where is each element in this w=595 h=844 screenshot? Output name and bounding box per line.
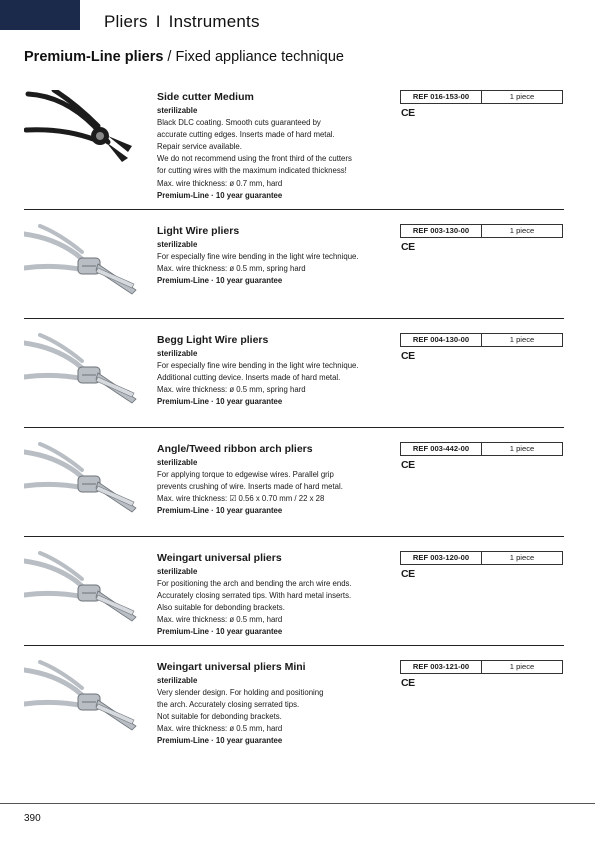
ref-box xyxy=(400,442,563,456)
product-name: Weingart universal pliers Mini xyxy=(157,661,306,673)
product-description-line: Max. wire thickness: ø 0.5 mm, hard xyxy=(157,615,283,625)
product-name: Side cutter Medium xyxy=(157,91,254,103)
ref-number: REF 003-121-00 xyxy=(401,661,482,673)
product-info xyxy=(157,660,397,748)
product-guarantee: Premium-Line · 10 year guarantee xyxy=(157,506,283,516)
section-title-rest: / Fixed appliance technique xyxy=(163,49,344,65)
product-description-line: Max. wire thickness: ø 0.5 mm, hard xyxy=(157,724,283,734)
ce-mark-icon: CE xyxy=(401,459,415,471)
product-description-line: For especially fine wire bending in the light wire technique. xyxy=(157,361,359,371)
ce-mark-icon: CE xyxy=(401,107,415,119)
product-description-line: Max. wire thickness: ø 0.5 mm, spring hard xyxy=(157,264,306,274)
ref-box xyxy=(400,660,563,674)
product-description-line: Not suitable for debonding brackets. xyxy=(157,712,282,722)
ref-box xyxy=(400,224,563,238)
section-divider xyxy=(24,536,564,537)
ce-mark-icon: CE xyxy=(401,241,415,253)
product-description-line: For especially fine wire bending in the light wire technique. xyxy=(157,252,359,262)
ref-number: REF 003-442-00 xyxy=(401,443,482,455)
product-guarantee: Premium-Line · 10 year guarantee xyxy=(157,190,283,200)
product-description-line: Black DLC coating. Smooth cuts guaranteed by xyxy=(157,118,321,128)
product-guarantee: Premium-Line · 10 year guarantee xyxy=(157,627,283,637)
product-subtitle: sterilizable xyxy=(157,567,198,576)
header-instruments: Instruments xyxy=(168,12,260,31)
ref-box xyxy=(400,551,563,565)
pliers-image xyxy=(24,333,144,413)
product-subtitle: sterilizable xyxy=(157,458,198,467)
product-description-line: Very slender design. For holding and positioning xyxy=(157,688,324,698)
ref-number: REF 004-130-00 xyxy=(401,334,482,346)
section-divider xyxy=(24,645,564,646)
product-info xyxy=(157,90,397,202)
product-info xyxy=(157,224,397,287)
footer-divider xyxy=(0,803,595,804)
product-guarantee: Premium-Line · 10 year guarantee xyxy=(157,397,283,407)
product-description-line: prevents crushing of wire. Inserts made of hard metal. xyxy=(157,482,343,492)
section-divider xyxy=(24,318,564,319)
ref-number: REF 016-153-00 xyxy=(401,91,482,103)
product-description-line: For positioning the arch and bending the arch wire ends. xyxy=(157,579,352,589)
ref-box xyxy=(400,333,563,347)
product-description-line: Also suitable for debonding brackets. xyxy=(157,603,285,613)
section-divider xyxy=(24,427,564,428)
product-description-line: Max. wire thickness: ø 0.5 mm, spring hard xyxy=(157,385,306,395)
ref-quantity: 1 piece xyxy=(509,444,535,453)
section-divider xyxy=(24,209,564,210)
product-name: Light Wire pliers xyxy=(157,225,240,237)
pliers-image xyxy=(24,90,144,170)
product-guarantee: Premium-Line · 10 year guarantee xyxy=(157,736,283,746)
product-name: Weingart universal pliers xyxy=(157,552,282,564)
product-description-line: for cutting wires with the maximum indicated thickness! xyxy=(157,166,347,176)
product-description-line: Additional cutting device. Inserts made of hard metal. xyxy=(157,373,341,383)
product-description-line: For applying torque to edgewise wires. Parallel grip xyxy=(157,470,334,480)
section-title-bold: Premium-Line pliers xyxy=(24,49,164,65)
product-description-line: Max. wire thickness: ☑ 0.56 x 0.70 mm / 22 x 28 xyxy=(157,494,325,504)
product-name: Angle/Tweed ribbon arch pliers xyxy=(157,443,313,455)
pliers-image xyxy=(24,551,144,631)
product-info xyxy=(157,442,397,517)
product-subtitle: sterilizable xyxy=(157,106,198,115)
product-info xyxy=(157,333,397,408)
ce-mark-icon: CE xyxy=(401,568,415,580)
product-description-line: We do not recommend using the front third of the cutters xyxy=(157,154,352,164)
product-info xyxy=(157,551,397,639)
product-description-line: accurate cutting edges. Inserts made of hard metal. xyxy=(157,130,335,140)
product-subtitle: sterilizable xyxy=(157,676,198,685)
product-subtitle: sterilizable xyxy=(157,349,198,358)
ref-quantity: 1 piece xyxy=(509,662,535,671)
pliers-image xyxy=(24,442,144,522)
product-subtitle: sterilizable xyxy=(157,240,198,249)
product-description-line: the arch. Accurately closing serrated tips. xyxy=(157,700,300,710)
ref-quantity: 1 piece xyxy=(509,92,535,101)
page-header xyxy=(104,12,260,32)
ref-quantity: 1 piece xyxy=(509,335,535,344)
ce-mark-icon: CE xyxy=(401,350,415,362)
product-description-line: Max. wire thickness: ø 0.7 mm, hard xyxy=(157,178,283,188)
header-color-bar xyxy=(0,0,80,30)
product-description-line: Accurately closing serrated tips. With hard metal inserts. xyxy=(157,591,352,601)
product-name: Begg Light Wire pliers xyxy=(157,334,269,346)
page-number: 390 xyxy=(24,813,41,824)
ce-mark-icon: CE xyxy=(401,677,415,689)
header-separator: I xyxy=(155,12,161,31)
product-guarantee: Premium-Line · 10 year guarantee xyxy=(157,276,283,286)
header-pliers: Pliers xyxy=(104,12,148,31)
product-description-line: Repair service available. xyxy=(157,142,242,152)
ref-number: REF 003-120-00 xyxy=(401,552,482,564)
ref-quantity: 1 piece xyxy=(509,553,535,562)
ref-number: REF 003-130-00 xyxy=(401,225,482,237)
pliers-image xyxy=(24,660,144,740)
ref-quantity: 1 piece xyxy=(509,226,535,235)
pliers-image xyxy=(24,224,144,304)
section-title xyxy=(24,49,344,65)
ref-box xyxy=(400,90,563,104)
